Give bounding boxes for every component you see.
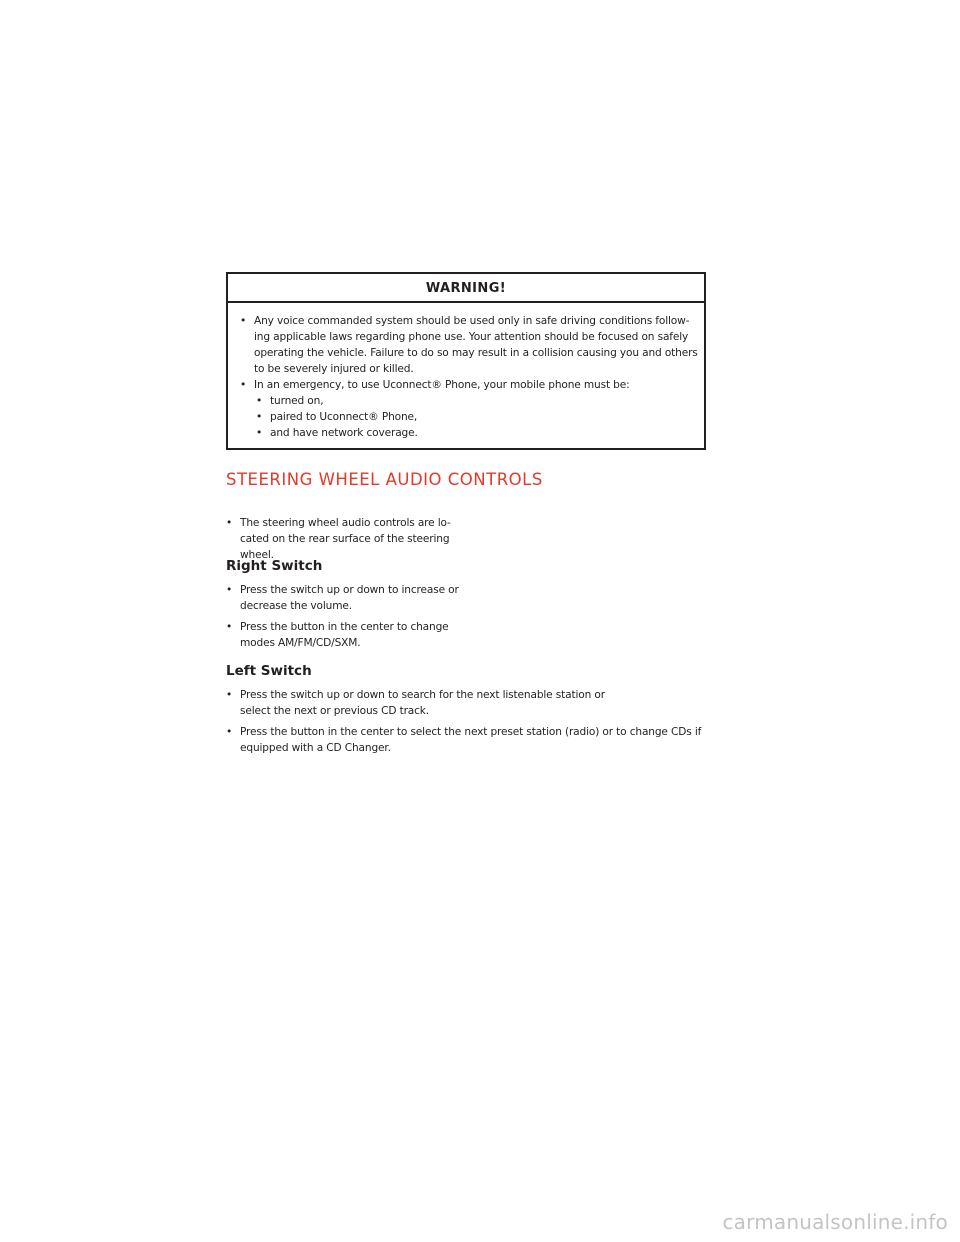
warning-sub-bullet-text: turned on, <box>270 395 324 407</box>
watermark-text: carmanualsonline.info <box>722 1210 948 1234</box>
bullet-mark: • <box>226 517 233 529</box>
right-switch-item-text: Press the button in the center to change modes AM/FM/CD/SXM. <box>240 621 449 649</box>
section-heading: STEERING WHEEL AUDIO CONTROLS <box>226 470 543 489</box>
warning-bullet <box>240 313 698 377</box>
left-switch-item-text: Press the switch up or down to search for the next listenable station or select the next or previous CD track. <box>240 689 605 717</box>
left-switch-item <box>226 724 716 756</box>
section-intro <box>226 515 471 563</box>
left-switch-item <box>226 687 605 719</box>
intro-bullet <box>226 515 471 563</box>
bullet-mark: • <box>256 411 263 423</box>
bullet-mark: • <box>226 584 233 596</box>
warning-title: WARNING! <box>228 274 704 303</box>
right-switch-item <box>226 619 471 651</box>
left-switch-list <box>226 724 716 756</box>
left-switch-list <box>226 687 605 719</box>
warning-sub-bullet <box>256 393 698 409</box>
bullet-mark: • <box>240 315 247 327</box>
warning-bullet <box>240 377 698 393</box>
warning-sub-bullet <box>256 409 698 425</box>
warning-body <box>228 303 704 441</box>
bullet-mark: • <box>226 726 233 738</box>
bullet-mark: • <box>240 379 247 391</box>
right-switch-list <box>226 619 471 651</box>
left-switch-heading: Left Switch <box>226 663 312 679</box>
right-switch-heading: Right Switch <box>226 558 323 574</box>
warning-sub-bullet-text: paired to Uconnect® Phone, <box>270 411 418 423</box>
warning-bullet-text: Any voice commanded system should be used only in safe driving conditions follow-ing applicable laws regarding phone use. Your attention should be focused on safely operating the vehicle. Failure to do so may result in a collision causing you and others to be severely injured or killed. <box>254 315 698 375</box>
bullet-mark: • <box>256 427 263 439</box>
warning-sub-bullet-text: and have network coverage. <box>270 427 418 439</box>
right-switch-item <box>226 582 471 614</box>
warning-box <box>226 272 706 450</box>
intro-text: The steering wheel audio controls are lo-cated on the rear surface of the steering wheel. <box>240 517 451 561</box>
warning-sub-bullet <box>256 425 698 441</box>
bullet-mark: • <box>226 621 233 633</box>
left-switch-item-text: Press the button in the center to select the next preset station (radio) or to change CDs if equipped with a CD Changer. <box>240 726 702 754</box>
bullet-mark: • <box>256 395 263 407</box>
bullet-mark: • <box>226 689 233 701</box>
warning-sub-list <box>240 393 698 441</box>
warning-bullet-text: In an emergency, to use Uconnect® Phone, your mobile phone must be: <box>254 379 630 391</box>
right-switch-list <box>226 582 471 614</box>
right-switch-item-text: Press the switch up or down to increase or decrease the volume. <box>240 584 459 612</box>
